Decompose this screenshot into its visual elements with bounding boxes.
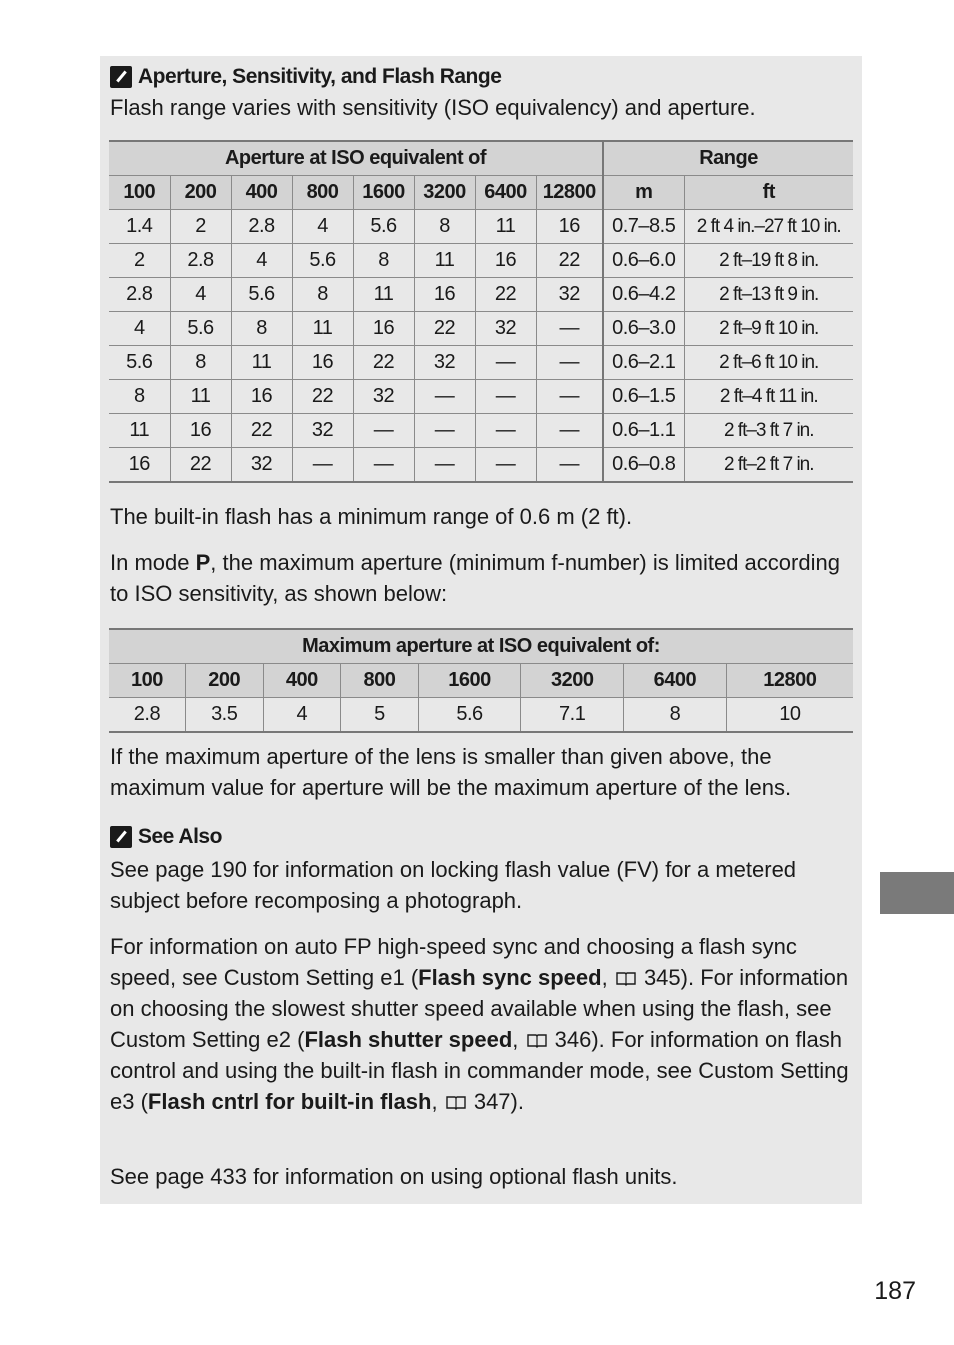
note-heading-see-also [110,822,222,852]
aperture-cell: 22 [170,448,231,483]
see-also-fv: See page 190 for information on locking flash value (FV) for a metered subject before recomposing a photograph. [110,857,797,913]
range-group-header: Range [603,141,853,176]
aperture-cell: 5.6 [231,278,292,312]
mode-p-text: In mode P, the maximum aperture (minimum f-number) is limited according to ISO sensitivity, as shown below: [110,550,840,606]
aperture-cell: — [292,448,353,483]
aperture-cell: 2.8 [231,210,292,244]
see-also-optional-flash: See page 433 for information on using optional flash units. [110,1164,678,1189]
aperture-cell: — [475,414,536,448]
aperture-cell: — [414,380,475,414]
book-reference-icon [616,971,636,986]
aperture-cell: — [536,414,603,448]
iso-header: 100 [109,176,170,210]
iso-header: 6400 [624,664,727,698]
range-ft-cell: 2 ft 4 in.–27 ft 10 in. [684,210,853,244]
range-m-cell: 0.6–0.8 [603,448,684,483]
iso-header: 3200 [521,664,624,698]
range-unit-header: m [603,176,684,210]
aperture-cell: 8 [353,244,414,278]
range-m-cell: 0.6–3.0 [603,312,684,346]
range-m-cell: 0.6–1.5 [603,380,684,414]
range-ft-cell: 2 ft–3 ft 7 in. [684,414,853,448]
aperture-cell: — [414,414,475,448]
page-number: 187 [874,1277,916,1305]
max-aperture-cell: 4 [263,698,341,733]
range-ft-cell: 2 ft–4 ft 11 in. [684,380,853,414]
aperture-cell: 8 [414,210,475,244]
aperture-cell: 22 [475,278,536,312]
aperture-cell: 32 [231,448,292,483]
iso-header: 800 [292,176,353,210]
note-intro: Flash range varies with sensitivity (ISO equivalency) and aperture. [110,95,756,120]
aperture-cell: 16 [170,414,231,448]
range-ft-cell: 2 ft–9 ft 10 in. [684,312,853,346]
aperture-cell: 11 [109,414,170,448]
aperture-cell: 8 [292,278,353,312]
aperture-cell: 5.6 [292,244,353,278]
aperture-cell: 16 [536,210,603,244]
aperture-cell: 11 [414,244,475,278]
iso-header: 12800 [726,664,853,698]
range-ft-cell: 2 ft–2 ft 7 in. [684,448,853,483]
aperture-cell: — [475,448,536,483]
range-ft-cell: 2 ft–6 ft 10 in. [684,346,853,380]
min-range-text: The built-in flash has a minimum range of 0.6 m (2 ft). [110,504,633,529]
range-m-cell: 0.7–8.5 [603,210,684,244]
aperture-cell: — [536,380,603,414]
iso-group-header: Aperture at ISO equivalent of [109,141,603,176]
aperture-cell: — [536,448,603,483]
aperture-cell: 16 [414,278,475,312]
max-aperture-cell: 2.8 [109,698,185,733]
lens-note: If the maximum aperture of the lens is smaller than given above, the maximum value for aperture will be the maximum aperture of the lens. [110,744,792,800]
range-unit-header: ft [684,176,853,210]
aperture-cell: 4 [231,244,292,278]
aperture-cell: — [536,312,603,346]
aperture-cell: 22 [231,414,292,448]
aperture-cell: — [414,448,475,483]
max-aperture-header: Maximum aperture at ISO equivalent of: [109,629,853,664]
aperture-cell: 16 [292,346,353,380]
table-row [109,346,853,380]
pencil-note-icon [110,66,132,88]
see-also-custom-settings: For information on auto FP high-speed sync and choosing a flash sync speed, see Custom Setting e1 (Flash sync speed, 345). For information on choosing the slowest shutter speed available when using the flash, see Custom Setting e2 (Flash shutter speed, 346). For information on flash control and using the built-in flash in commander mode, see Custom Setting e3 (Flash cntrl for built-in flash, 347). [110,934,849,1114]
iso-header: 800 [341,664,419,698]
aperture-cell: 16 [109,448,170,483]
iso-header: 3200 [414,176,475,210]
see-also-title: See Also [138,825,222,848]
aperture-cell: 4 [170,278,231,312]
flash-range-table [109,140,853,483]
max-aperture-cell: 8 [624,698,727,733]
max-aperture-table [109,628,853,733]
aperture-cell: 8 [170,346,231,380]
aperture-cell: 5.6 [353,210,414,244]
table-row [109,244,853,278]
note-heading-aperture [110,62,501,92]
iso-header: 200 [185,664,263,698]
iso-header: 400 [263,664,341,698]
aperture-cell: 5.6 [109,346,170,380]
iso-header: 1600 [353,176,414,210]
aperture-cell: 8 [231,312,292,346]
aperture-cell: — [353,414,414,448]
aperture-cell: 32 [536,278,603,312]
aperture-cell: 11 [353,278,414,312]
aperture-cell: — [353,448,414,483]
aperture-cell: 11 [475,210,536,244]
aperture-cell: 22 [353,346,414,380]
mode-p-label: P [195,550,211,575]
book-reference-icon [446,1095,466,1110]
aperture-cell: 4 [109,312,170,346]
max-aperture-cell: 7.1 [521,698,624,733]
range-m-cell: 0.6–4.2 [603,278,684,312]
section-tab-marker [880,872,954,914]
book-reference-icon [527,1033,547,1048]
max-aperture-cell: 5 [341,698,419,733]
pencil-note-icon [110,826,132,848]
table-row [109,278,853,312]
range-m-cell: 0.6–1.1 [603,414,684,448]
aperture-cell: 2.8 [109,278,170,312]
aperture-cell: — [475,380,536,414]
aperture-cell: 32 [292,414,353,448]
table-row [109,448,853,483]
aperture-cell: 32 [414,346,475,380]
iso-header: 400 [231,176,292,210]
table-row [109,380,853,414]
aperture-cell: 11 [231,346,292,380]
iso-header: 200 [170,176,231,210]
table-row [109,210,853,244]
max-aperture-cell: 5.6 [418,698,521,733]
range-m-cell: 0.6–6.0 [603,244,684,278]
aperture-cell: 16 [353,312,414,346]
iso-header: 1600 [418,664,521,698]
range-ft-cell: 2 ft–13 ft 9 in. [684,278,853,312]
aperture-cell: 32 [353,380,414,414]
aperture-cell: 32 [475,312,536,346]
max-aperture-cell: 3.5 [185,698,263,733]
aperture-cell: 11 [170,380,231,414]
aperture-cell: 4 [292,210,353,244]
iso-header: 6400 [475,176,536,210]
aperture-cell: 1.4 [109,210,170,244]
note-title: Aperture, Sensitivity, and Flash Range [138,65,502,88]
iso-header: 100 [109,664,185,698]
table-row [109,312,853,346]
aperture-cell: 16 [475,244,536,278]
aperture-cell: 2.8 [170,244,231,278]
table-row [109,414,853,448]
aperture-cell: 22 [292,380,353,414]
aperture-cell: 8 [109,380,170,414]
aperture-cell: 22 [414,312,475,346]
aperture-cell: 11 [292,312,353,346]
aperture-cell: 22 [536,244,603,278]
max-aperture-cell: 10 [726,698,853,733]
aperture-cell: 2 [109,244,170,278]
aperture-cell: 5.6 [170,312,231,346]
aperture-cell: — [475,346,536,380]
aperture-cell: — [536,346,603,380]
range-m-cell: 0.6–2.1 [603,346,684,380]
note-panel [100,56,862,1204]
aperture-cell: 16 [231,380,292,414]
aperture-cell: 2 [170,210,231,244]
range-ft-cell: 2 ft–19 ft 8 in. [684,244,853,278]
iso-header: 12800 [536,176,603,210]
